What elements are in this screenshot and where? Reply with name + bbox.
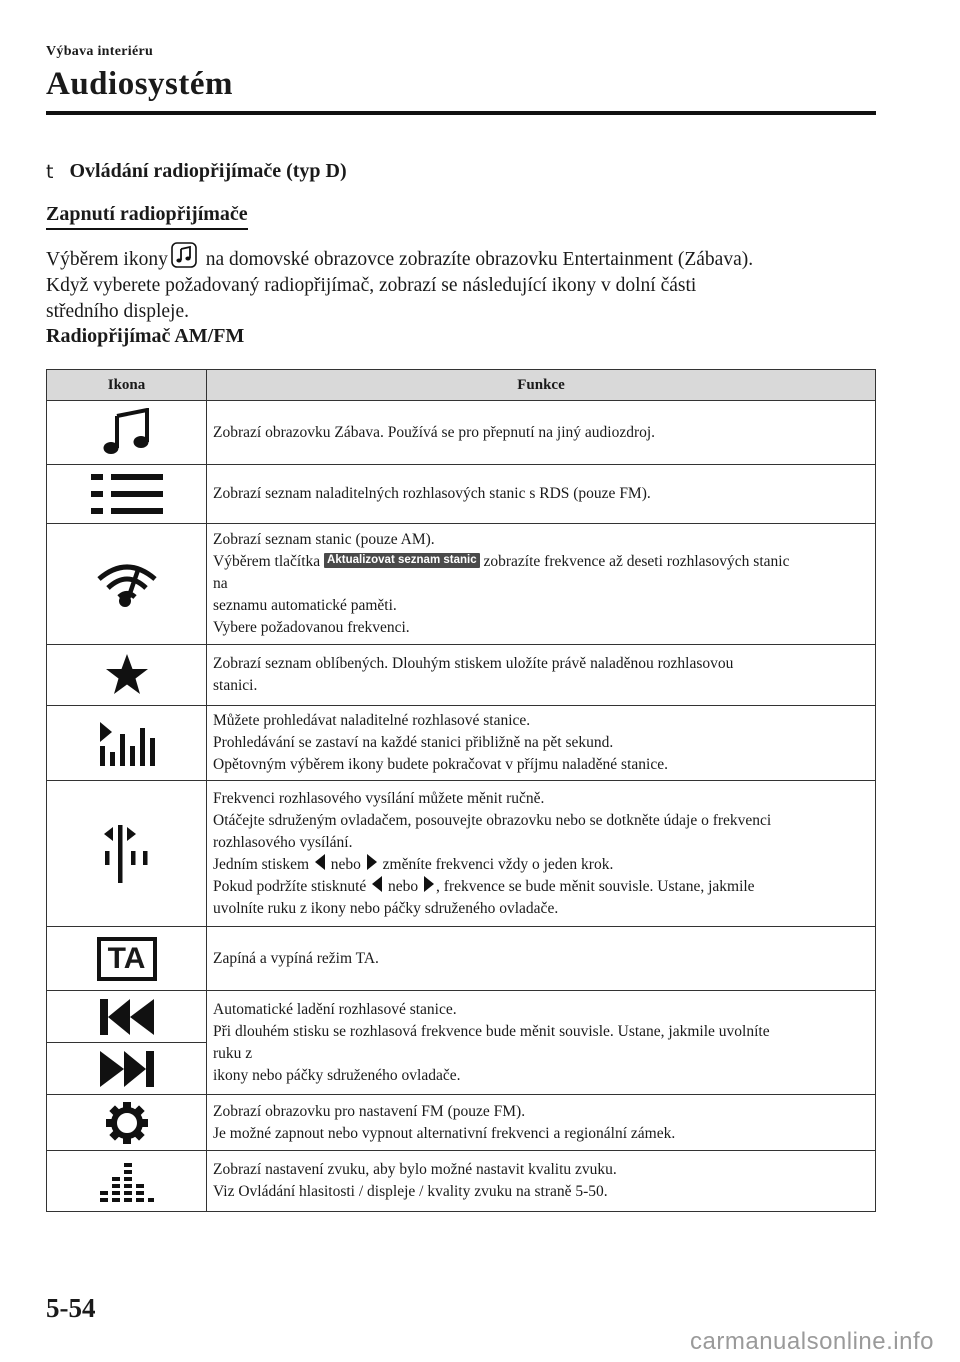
page-number: 5-54 <box>46 1293 96 1323</box>
content <box>46 160 876 348</box>
icon-cell <box>47 1151 207 1212</box>
update-station-list-button[interactable]: Aktualizovat seznam stanic <box>324 553 480 568</box>
seek-back-icon <box>98 997 156 1037</box>
icon-cell <box>47 645 207 706</box>
heading-main-text: Ovládání radiopřijímače (typ D) <box>69 160 347 182</box>
table-row <box>47 1095 876 1151</box>
heading-radio: Radiopřijímač AM/FM <box>46 325 245 347</box>
intro-part1: Výběrem ikony <box>46 249 168 270</box>
function-description: Zobrazí nastavení zvuku, aby bylo možné nastavit kvalitu zvuku. Viz Ovládání hlasitosti / displeje / kvality zvuku na straně 5-50. <box>207 1151 876 1212</box>
arrow-left-icon <box>372 876 382 892</box>
radio-signal-icon <box>95 557 159 611</box>
function-description: Automatické ladění rozhlasové stanice. Při dlouhém stisku se rozhlasová frekvence bude měnit souvisle. Ustane, jakmile uvolníte ruku z ikony nebo páčky sdruženého ovladače. <box>207 991 876 1095</box>
function-description: Zobrazí seznam oblíbených. Dlouhým stiskem uložíte právě naladěnou rozhlasovou stanici. <box>207 645 876 706</box>
function-table <box>46 369 876 1212</box>
table-header-row <box>47 370 876 401</box>
gear-icon <box>105 1101 149 1145</box>
icon-cell <box>47 1095 207 1151</box>
watermark: carmanualsonline.info <box>690 1328 934 1355</box>
table-row <box>47 401 876 465</box>
music-note-icon <box>95 408 159 458</box>
intro-line3: středního displeje. <box>46 301 189 322</box>
scan-icon <box>96 718 158 768</box>
intro-line2: Když vyberete požadovaný radiopřijímač, zobrazí se následující ikony v dolní části <box>46 275 697 296</box>
table-row <box>47 927 876 991</box>
bullet-glyph: t <box>46 160 54 183</box>
heading-sub: Zapnutí radiopřijímače <box>46 203 248 230</box>
intro-paragraph <box>46 242 876 325</box>
manual-tune-icon <box>99 825 155 883</box>
function-description: Můžete prohledávat naladitelné rozhlasové stanice. Prohledávání se zastaví na každé stanici přibližně na pět sekund. Opětovným výběrem ikony budete pokračovat v příjmu naladěné stanice. <box>207 706 876 781</box>
music-note-icon <box>171 242 197 268</box>
arrow-right-icon <box>424 876 434 892</box>
list-icon <box>87 469 167 519</box>
function-description: Zobrazí obrazovku pro nastavení FM (pouze FM). Je možné zapnout nebo vypnout alternativní frekvenci a regionální zámek. <box>207 1095 876 1151</box>
function-description: Zobrazí obrazovku Zábava. Používá se pro přepnutí na jiný audiozdroj. <box>207 401 876 465</box>
equalizer-icon <box>98 1158 156 1204</box>
table-row <box>47 706 876 781</box>
heading-main <box>46 160 876 183</box>
table-row <box>47 991 876 1095</box>
ta-icon: TA <box>97 937 157 981</box>
function-description: Zapíná a vypíná režim TA. <box>207 927 876 991</box>
icon-cell <box>47 706 207 781</box>
arrow-right-icon <box>367 854 377 870</box>
icon-cell <box>47 781 207 927</box>
icon-cell <box>47 991 207 1095</box>
header-rule <box>46 111 876 115</box>
function-description: Zobrazí seznam stanic (pouze AM). Výběrem tlačítka Aktualizovat seznam stanic zobrazíte frekvence až deseti rozhlasových stanic na seznamu automatické paměti. Vybere požadovanou frekvenci. <box>207 524 876 645</box>
function-description: Frekvenci rozhlasového vysílání můžete měnit ručně. Otáčejte sdruženým ovladačem, posouvejte obrazovku nebo se dotkněte údaje o frekvenci rozhlasového vysílání. Jedním stiskem nebo změníte frekvenci vždy o jeden krok. Pokud podržíte stisknuté nebo , frekvence se bude měnit souvisle. Ustane, jakmile uvolníte ruku z ikony nebo páčky sdruženého ovladače. <box>207 781 876 927</box>
icon-cell <box>47 465 207 524</box>
section-label: Výbava interiéru <box>46 44 154 59</box>
table-row <box>47 781 876 927</box>
icon-cell <box>47 401 207 465</box>
table-row <box>47 465 876 524</box>
table-row <box>47 645 876 706</box>
header-icon: Ikona <box>47 370 207 401</box>
star-icon <box>104 652 150 698</box>
icon-cell <box>47 927 207 991</box>
page-title: Audiosystém <box>46 66 234 102</box>
intro-part2: na domovské obrazovce zobrazíte obrazovku Entertainment (Zábava). <box>200 249 754 270</box>
page-header <box>46 44 876 115</box>
table-row <box>47 524 876 645</box>
icon-cell <box>47 524 207 645</box>
function-description: Zobrazí seznam naladitelných rozhlasových stanic s RDS (pouze FM). <box>207 465 876 524</box>
arrow-left-icon <box>315 854 325 870</box>
header-function: Funkce <box>207 370 876 401</box>
seek-forward-icon <box>98 1049 156 1089</box>
table-row <box>47 1151 876 1212</box>
